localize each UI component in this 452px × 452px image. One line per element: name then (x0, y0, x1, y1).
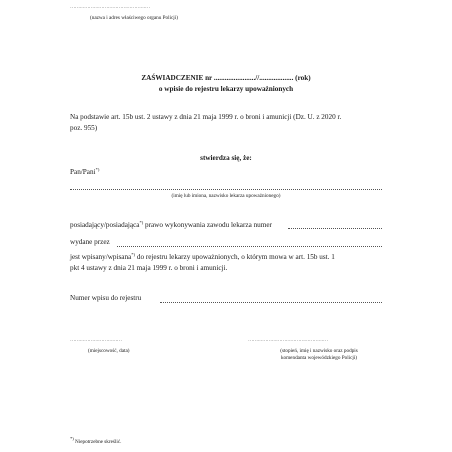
footnote-mark: *) (95, 167, 100, 172)
certificate-subtitle: o wpisie do rejestru lekarzy upoważnionych (158, 85, 294, 93)
person-name-field[interactable] (70, 189, 382, 190)
license-text-b: prawo wykonywania zawodu lekarza numer (145, 221, 272, 229)
person-caption: (imię lub imiona, nazwisko lekarza upoważnionego) (171, 193, 281, 199)
place-date-caption: (miejscowość, data) (88, 348, 130, 354)
license-number-field[interactable] (288, 228, 382, 229)
commander-signature-dots: …………………………………………… (248, 337, 328, 343)
license-text-a: posiadający/posiadająca (70, 221, 140, 229)
entered-line2: pkt 4 ustawy z dnia 21 maja 1999 r. o broni i amunicji. (70, 264, 228, 272)
license-line (70, 220, 272, 229)
commander-caption-line2: komendanta wojewódzkiego Policji) (280, 355, 358, 361)
person-label (70, 167, 99, 176)
legal-basis-line1: Na podstawie art. 15b ust. 2 ustawy z dnia 21 maja 1999 r. o broni i amunicji (Dz. U. z 2020 r. (70, 113, 342, 121)
authority-dotted-line: …………………………………………… (70, 4, 150, 10)
issued-by-field[interactable] (117, 246, 382, 247)
entered-text-a: jest wpisany/wpisana (70, 253, 132, 261)
states-heading: stwierdza się, że: (200, 154, 252, 162)
place-date-dots: …………………………… (70, 337, 122, 343)
registry-label: Numer wpisu do rejestru (70, 294, 142, 302)
footnote-mark: *) (70, 436, 74, 441)
footnote-mark: *) (139, 220, 144, 225)
footnote (70, 436, 121, 445)
authority-caption: (nazwa i adres właściwego organu Policji) (90, 15, 178, 21)
commander-caption-line1: (stopień, imię i nazwisko oraz podpis (280, 348, 358, 354)
footnote-text: Niepotrzebne skreślić. (75, 439, 122, 445)
certificate-title: ZAŚWIADCZENIE nr .......................//................... (rok) (141, 74, 311, 82)
person-label-text: Pan/Pani (70, 168, 96, 176)
entered-line1 (70, 252, 335, 261)
issued-by-label: wydane przez (70, 238, 110, 246)
legal-basis-line2: poz. 955) (70, 124, 98, 132)
footnote-mark: *) (131, 252, 136, 257)
entered-text-b: do rejestru lekarzy upoważnionych, o którym mowa w art. 15b ust. 1 (136, 253, 335, 261)
registry-number-field[interactable] (160, 302, 382, 303)
